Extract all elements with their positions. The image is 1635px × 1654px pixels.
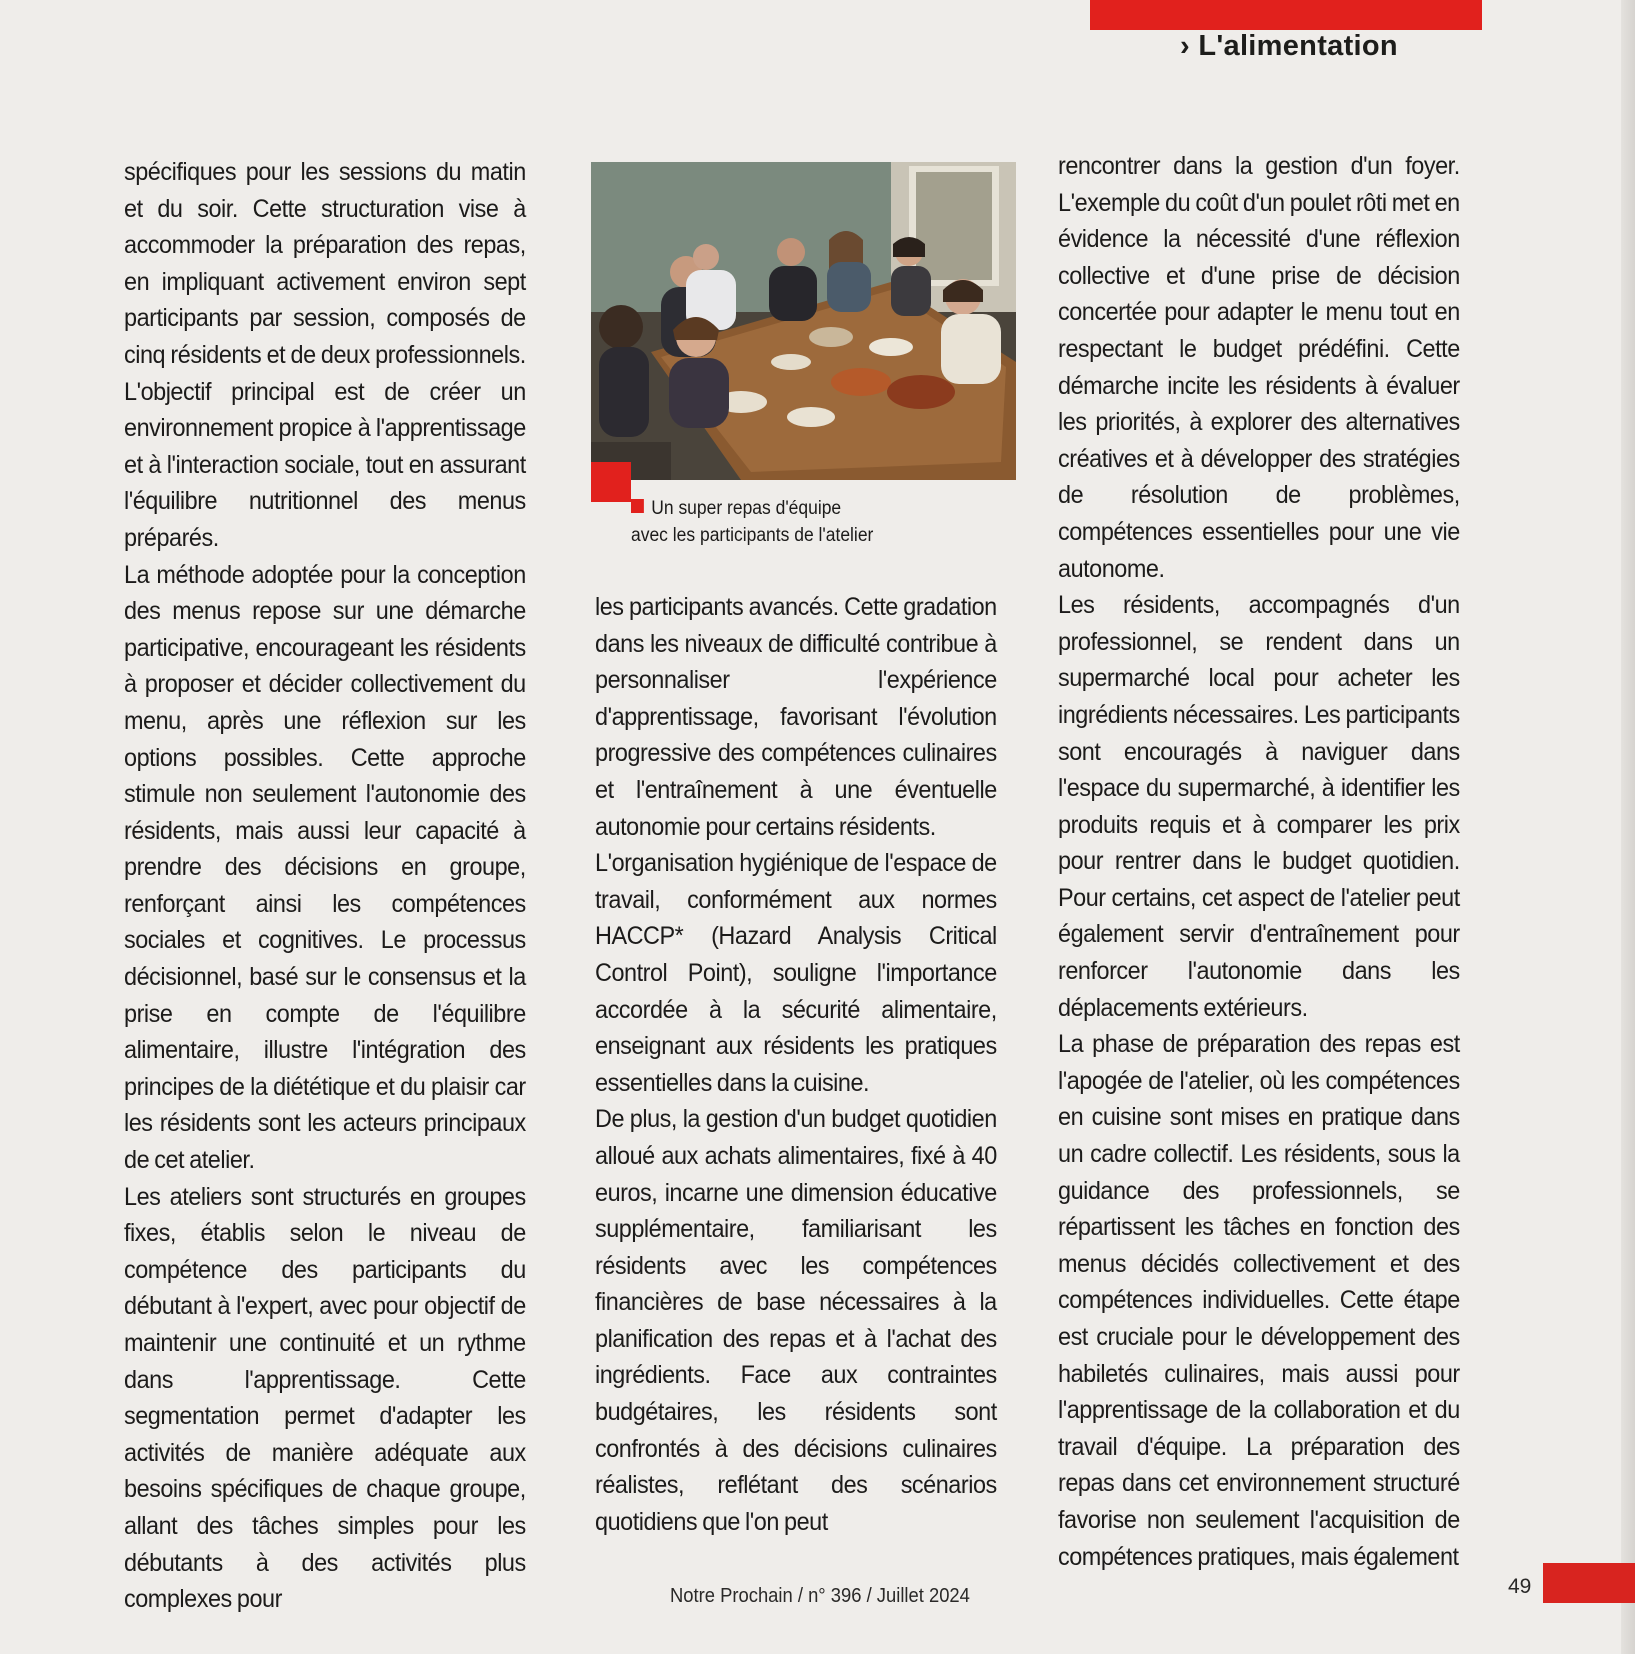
paragraph: De plus, la gestion d'un budget quotidien alloué aux achats alimentaires, fixé à 40 euros, incarne une dimension éducative supplémentaire, familiarisant les résidents avec les compétences financières de base nécessaires à la planification des repas et à l'achat des ingrédients. Face aux contraintes budgétaires, les résidents sont confrontés à des décisions culinaires réalistes, reflétant des scénarios quotidiens que l'on peut [595, 1105, 997, 1536]
paragraph: Les ateliers sont structurés en groupes fixes, établis selon le niveau de compétence des participants du débutant à l'expert, avec pour objectif de maintenir une continuité et un rythme dans l'apprentissage. Cette segmentation permet d'adapter les activités de manière adéquate aux besoins spécifiques de chaque groupe, allant des tâches simples pour les débutants à des activités plus complexes pour [124, 1182, 526, 1614]
article-column-1 [124, 154, 526, 1618]
article-column-3 [1058, 148, 1460, 1575]
page-edge-shadow [1621, 0, 1635, 1654]
paragraph: spécifiques pour les sessions du matin et du soir. Cette structuration vise à accommoder la préparation des repas, en impliquant activement environ sept participants par session, composés de cinq résidents et de deux professionnels. L'objectif principal est de créer un environnement propice à l'apprentissage et à l'interaction sociale, tout en assurant l'équilibre nutritionnel des menus préparés. [124, 158, 526, 552]
page-number: 49 [1508, 1575, 1532, 1598]
paragraph: Les résidents, accompagnés d'un professionnel, se rendent dans un supermarché local pour acheter les ingrédients nécessaires. Les participants sont encouragés à naviguer dans l'espace du supermarché, à identifier les produits requis et à comparer les prix pour rentrer dans le budget quotidien. Pour certains, cet aspect de l'atelier peut également servir d'entraînement pour renforcer l'autonomie dans les déplacements extérieurs. [1058, 591, 1460, 1022]
paragraph: rencontrer dans la gestion d'un foyer. L'exemple du coût d'un poulet rôti met en évidence la nécessité d'une réflexion collective et d'une prise de décision concertée pour adapter le menu tout en respectant le budget prédéfini. Cette démarche incite les résidents à évaluer les priorités, à explorer des alternatives créatives et à développer des stratégies de résolution de problèmes, compétences essentielles pour une vie autonome. [1058, 152, 1460, 583]
caption-line-2: avec les participants de l'atelier [631, 525, 874, 546]
paragraph: La méthode adoptée pour la conception des menus repose sur une démarche participative, encourageant les résidents à proposer et décider collectivement du menu, après une réflexion sur les options possibles. Cette approche stimule non seulement l'autonomie des résidents, mais aussi leur capacité à prendre des décisions en groupe, renforçant ainsi les compétences sociales et cognitives. Le processus décisionnel, basé sur le consensus et la prise en compte de l'équilibre alimentaire, illustre l'intégration des principes de la diététique et du plaisir car les résidents sont les acteurs principaux de cet atelier. [124, 560, 526, 1175]
paragraph: La phase de préparation des repas est l'apogée de l'atelier, où les compétences en cuisine sont mises en pratique dans un cadre collectif. Les résidents, sous la guidance des professionnels, se répartissent les tâches en fonction des menus décidés collectivement et des compétences individuelles. Cette étape est cruciale pour le développement des habiletés culinaires, mais aussi pour l'apprentissage de la collaboration et du travail d'équipe. La préparation des repas dans cet environnement structuré favorise non seulement l'acquisition de compétences pratiques, mais également [1058, 1030, 1460, 1571]
group-meal-photo [591, 162, 1016, 480]
paragraph: L'organisation hygiénique de l'espace de travail, conformément aux normes HACCP* (Hazard Analysis Critical Control Point), souligne l'importance accordée à la sécurité alimentaire, enseignant aux résidents les pratiques essentielles dans la cuisine. [595, 849, 997, 1097]
page-number-tab [1543, 1563, 1635, 1603]
photo-caption [631, 495, 981, 549]
article-column-2 [595, 589, 997, 1540]
section-color-bar [1090, 0, 1482, 30]
paragraph: les participants avancés. Cette gradation dans les niveaux de difficulté contribue à personnaliser l'expérience d'apprentissage, favorisant l'évolution progressive des compétences culinaires et l'entraînement à une éventuelle autonomie pour certains résidents. [595, 593, 997, 841]
caption-line-1: Un super repas d'équipe [651, 498, 842, 519]
caption-bullet-icon [631, 499, 644, 513]
section-title: › L'alimentation [1180, 30, 1398, 62]
photo-accent-square [591, 462, 631, 502]
publication-footer: Notre Prochain / n° 396 / Juillet 2024 [670, 1585, 970, 1607]
